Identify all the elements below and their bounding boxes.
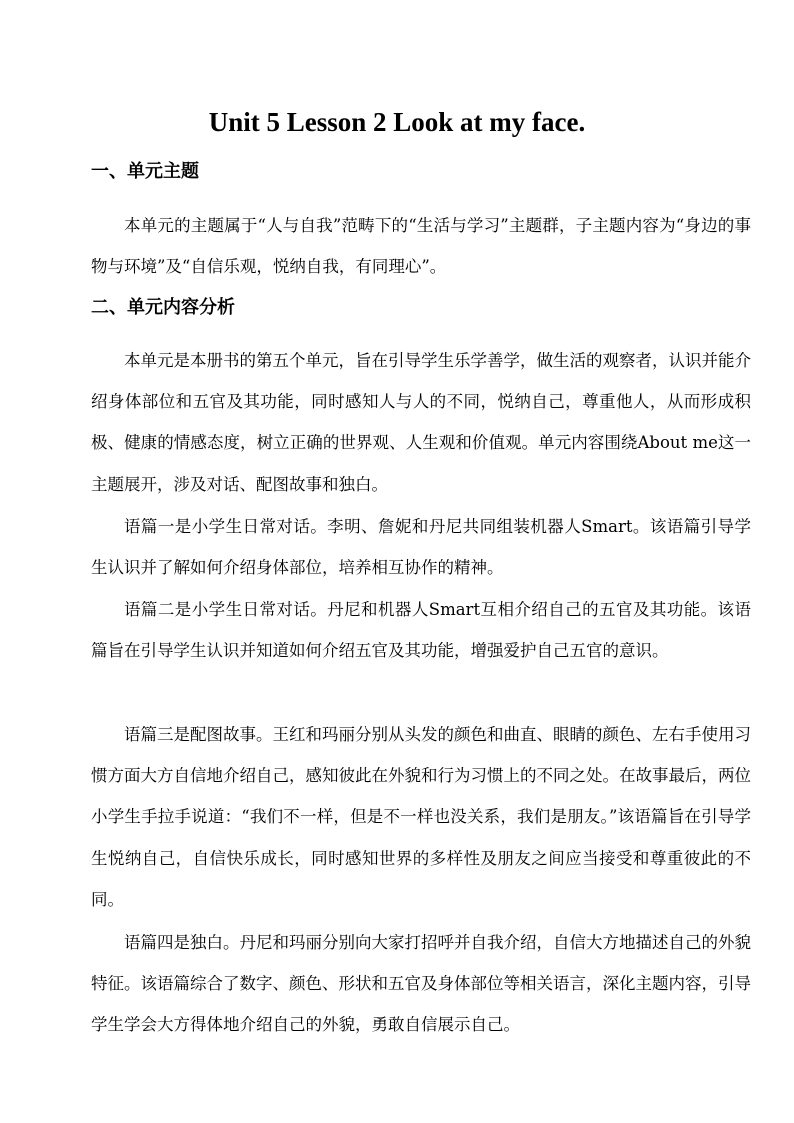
paragraph-text-one: 语篇一是小学生日常对话。李明、詹妮和丹尼共同组装机器人Smart。该语篇引导学生认识并了解如何介绍身体部位，培养相互协作的精神。	[91, 517, 751, 578]
paragraph-unit-theme: 本单元的主题属于“人与自我”范畴下的“生活与学习”主题群，子主题内容为“身边的事物与环境”及“自信乐观，悦纳自我，有同理心”。	[91, 216, 751, 277]
paragraph-unit-overview: 本单元是本册书的第五个单元，旨在引导学生乐学善学，做生活的观察者，认识并能介绍身体部位和五官及其功能，同时感知人与人的不同，悦纳自己，尊重他人，从而形成积极、健康的情感态度，树立正确的世界观、人生观和价值观。单元内容围绕About me这一主题展开，涉及对话、配图故事和独白。	[91, 351, 751, 494]
paragraph-text-three: 语篇三是配图故事。王红和玛丽分别从头发的颜色和曲直、眼睛的颜色、左右手使用习惯方面大方自信地介绍自己，感知彼此在外貌和行为习惯上的不同之处。在故事最后，两位小学生手拉手说道：“我们不一样，但是不一样也没关系，我们是朋友。”该语篇旨在引导学生悦纳自己，自信快乐成长，同时感知世界的多样性及朋友之间应当接受和尊重彼此的不同。	[91, 725, 751, 909]
section-heading-unit-theme: 一、单元主题	[91, 161, 199, 182]
paragraph-text-four: 语篇四是独白。丹尼和玛丽分别向大家打招呼并自我介绍，自信大方地描述自己的外貌特征。该语篇综合了数字、颜色、形状和五官及身体部位等相关语言，深化主题内容，引导学生学会大方得体地介绍自己的外貌，勇敢自信展示自己。	[91, 933, 751, 1035]
document-title: Unit 5 Lesson 2 Look at my face.	[208, 107, 586, 137]
paragraph-text-two: 语篇二是小学生日常对话。丹尼和机器人Smart互相介绍自己的五官及其功能。该语篇旨在引导学生认识并知道如何介绍五官及其功能，增强爱护自己五官的意识。	[91, 600, 751, 661]
section-heading-content-analysis: 二、单元内容分析	[91, 297, 235, 318]
